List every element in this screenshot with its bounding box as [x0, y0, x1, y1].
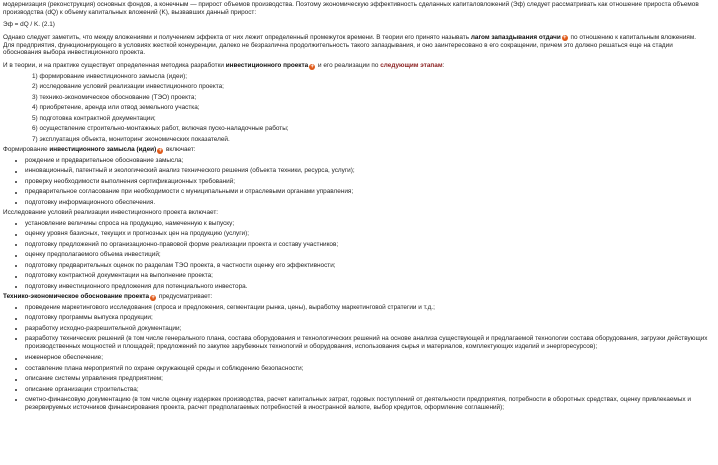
list-item: инженерное обеспечение;: [25, 353, 715, 364]
lag-paragraph: [3, 34, 715, 42]
stages-list: [3, 72, 715, 146]
lag-text-after: по отношению к капитальным вложениям.: [570, 33, 697, 41]
idea-term-link[interactable]: инвестиционного замысла (идеи): [49, 146, 157, 154]
stage-item: 3) технико-экономическое обоснование (ТЭО) проекта;: [32, 93, 197, 101]
idea-heading: Формирование инвестиционного замысла (идеи) + включает:: [3, 146, 196, 154]
list-item: разработку исходно-разрешительной документации;: [25, 324, 715, 335]
stage-item: 6) осуществление строительно-монтажных работ, включая пуско-наладочные работы;: [32, 125, 289, 133]
list-item: подготовку контрактной документации на выполнение проекта;: [25, 271, 715, 282]
list-item: проведение маркетингового исследования (спроса и предложения, сегментации рынка, цены), выработку маркетинговой стратегии и т.д.;: [25, 303, 715, 314]
stage-item: 5) подготовка контрактной документации;: [32, 114, 156, 122]
list-item: описание системы управления предприятием;: [25, 374, 715, 385]
intro-line-1: модернизация (реконструкция) основных фондов, а конечным — прирост объемов производства. Поэтому экономическую эффективность сделанных капиталовложений (Эф) следует рассматривать как отношение прироста объемов: [3, 1, 699, 8]
list-item: подготовку программы выпуска продукции;: [25, 313, 715, 324]
teo-heading: Технико-экономическое обоснование проекта + предусматривает:: [3, 293, 213, 301]
list-item: проверку необходимости выполнения сертификационных требований;: [25, 177, 715, 188]
next-stages-link[interactable]: следующим этапам: [380, 62, 443, 70]
investment-project-link[interactable]: инвестиционного проекта: [225, 62, 309, 70]
list-item: рождение и предварительное обоснование замысла;: [25, 156, 715, 167]
list-item: инновационный, патентный и экологический анализ технического решения (объекта техники, ресурса, услуги);: [25, 166, 715, 177]
stage-item: 7) эксплуатация объекта, мониторинг экономических показателей.: [32, 135, 230, 143]
stage-item: 1) формирование инвестиционного замысла (идеи);: [32, 72, 187, 80]
lag-line-3: обоснования выбора инвестиционного проекта.: [3, 49, 146, 57]
list-item: разработку технических решений (в том числе генерального плана, состава оборудования и технологических решений на основе анализа существующей и предлагаемой технологии состава оборудования, загрузки действующих производственных мощностей и площадей; предложений по закупке зарубежных технологий и оборудования, использования сырья и материалов, комплектующих изделий и энергоресурсов);: [25, 334, 715, 353]
lag-term-link[interactable]: лагом запаздывания отдачи: [470, 33, 561, 41]
expand-plus-icon[interactable]: +: [310, 63, 314, 70]
list-item: составление плана мероприятий по охране окружающей среды и соблюдению безопасности;: [25, 364, 715, 375]
formula: Эф = dQ / K. (2.1): [3, 20, 55, 28]
list-item: установление величины спроса на продукцию, намеченную к выпуску;: [25, 219, 715, 230]
stage-item: 4) приобретение, аренда или отвод земельного участка;: [32, 104, 200, 112]
research-list: [3, 219, 715, 293]
teo-list: [3, 303, 715, 415]
lag-text-before: Однако следует заметить, что между вложениями и получением эффекта от них лежит определенный промежуток времени. В теории его принято называть: [3, 33, 470, 41]
expand-plus-icon[interactable]: +: [562, 35, 567, 42]
teo-term-link[interactable]: Технико-экономическое обоснование проекта: [3, 293, 150, 301]
list-item: описание организации строительства;: [25, 385, 715, 396]
list-item: подготовку информационного обеспечения.: [25, 198, 715, 209]
list-item: подготовку инвестиционного предложения для потенциального инвестора.: [25, 282, 715, 293]
research-heading: Исследование условий реализации инвестиционного проекта включает:: [3, 209, 219, 217]
list-item: оценку уровня базисных, текущих и прогнозных цен на продукцию (услуги);: [25, 229, 715, 240]
lag-line-2: Для предприятия, функционирующего в условиях жесткой конкуренции, далеко не безразлична продолжительность такого запаздывания, и оно заинтересовано в его сокращении, причем это должно решаться еще на стадии: [3, 41, 673, 49]
list-item: оценку предполагаемого объема инвестиций;: [25, 250, 715, 261]
intro-line-2: производства (dQ) к объему капитальных вложений (K), вызвавших данный прирост:: [3, 8, 257, 16]
stages-intro: И в теории, и на практике существует определенная методика разработки инвестиционного проекта + и его реализации по следующим этапам:: [3, 62, 445, 70]
list-item: предварительное согласование при необходимости с муниципальными и отраслевыми органами управления;: [25, 187, 715, 198]
list-item: подготовку предложений по организационно-правовой форме реализации проекта и составу участников;: [25, 240, 715, 251]
expand-plus-icon[interactable]: +: [158, 147, 162, 154]
list-item: подготовку предварительных оценок по разделам ТЭО проекта, в частности оценку его эффективности;: [25, 261, 715, 272]
idea-list: [3, 156, 715, 209]
stage-item: 2) исследование условий реализации инвестиционного проекта;: [32, 83, 224, 91]
list-item: сметно-финансовую документацию (в том числе оценку издержек производства, расчет капитальных затрат, годовых поступлений от деятельности предприятия, потребности в оборотных средствах, оценку привлекаемых и резервируемых источников финансирования проекта, расчет предполагаемых потребностей в иностранной валюте, выбор кредитов, оформление соглашений);: [25, 395, 715, 414]
expand-plus-icon[interactable]: +: [151, 294, 155, 301]
